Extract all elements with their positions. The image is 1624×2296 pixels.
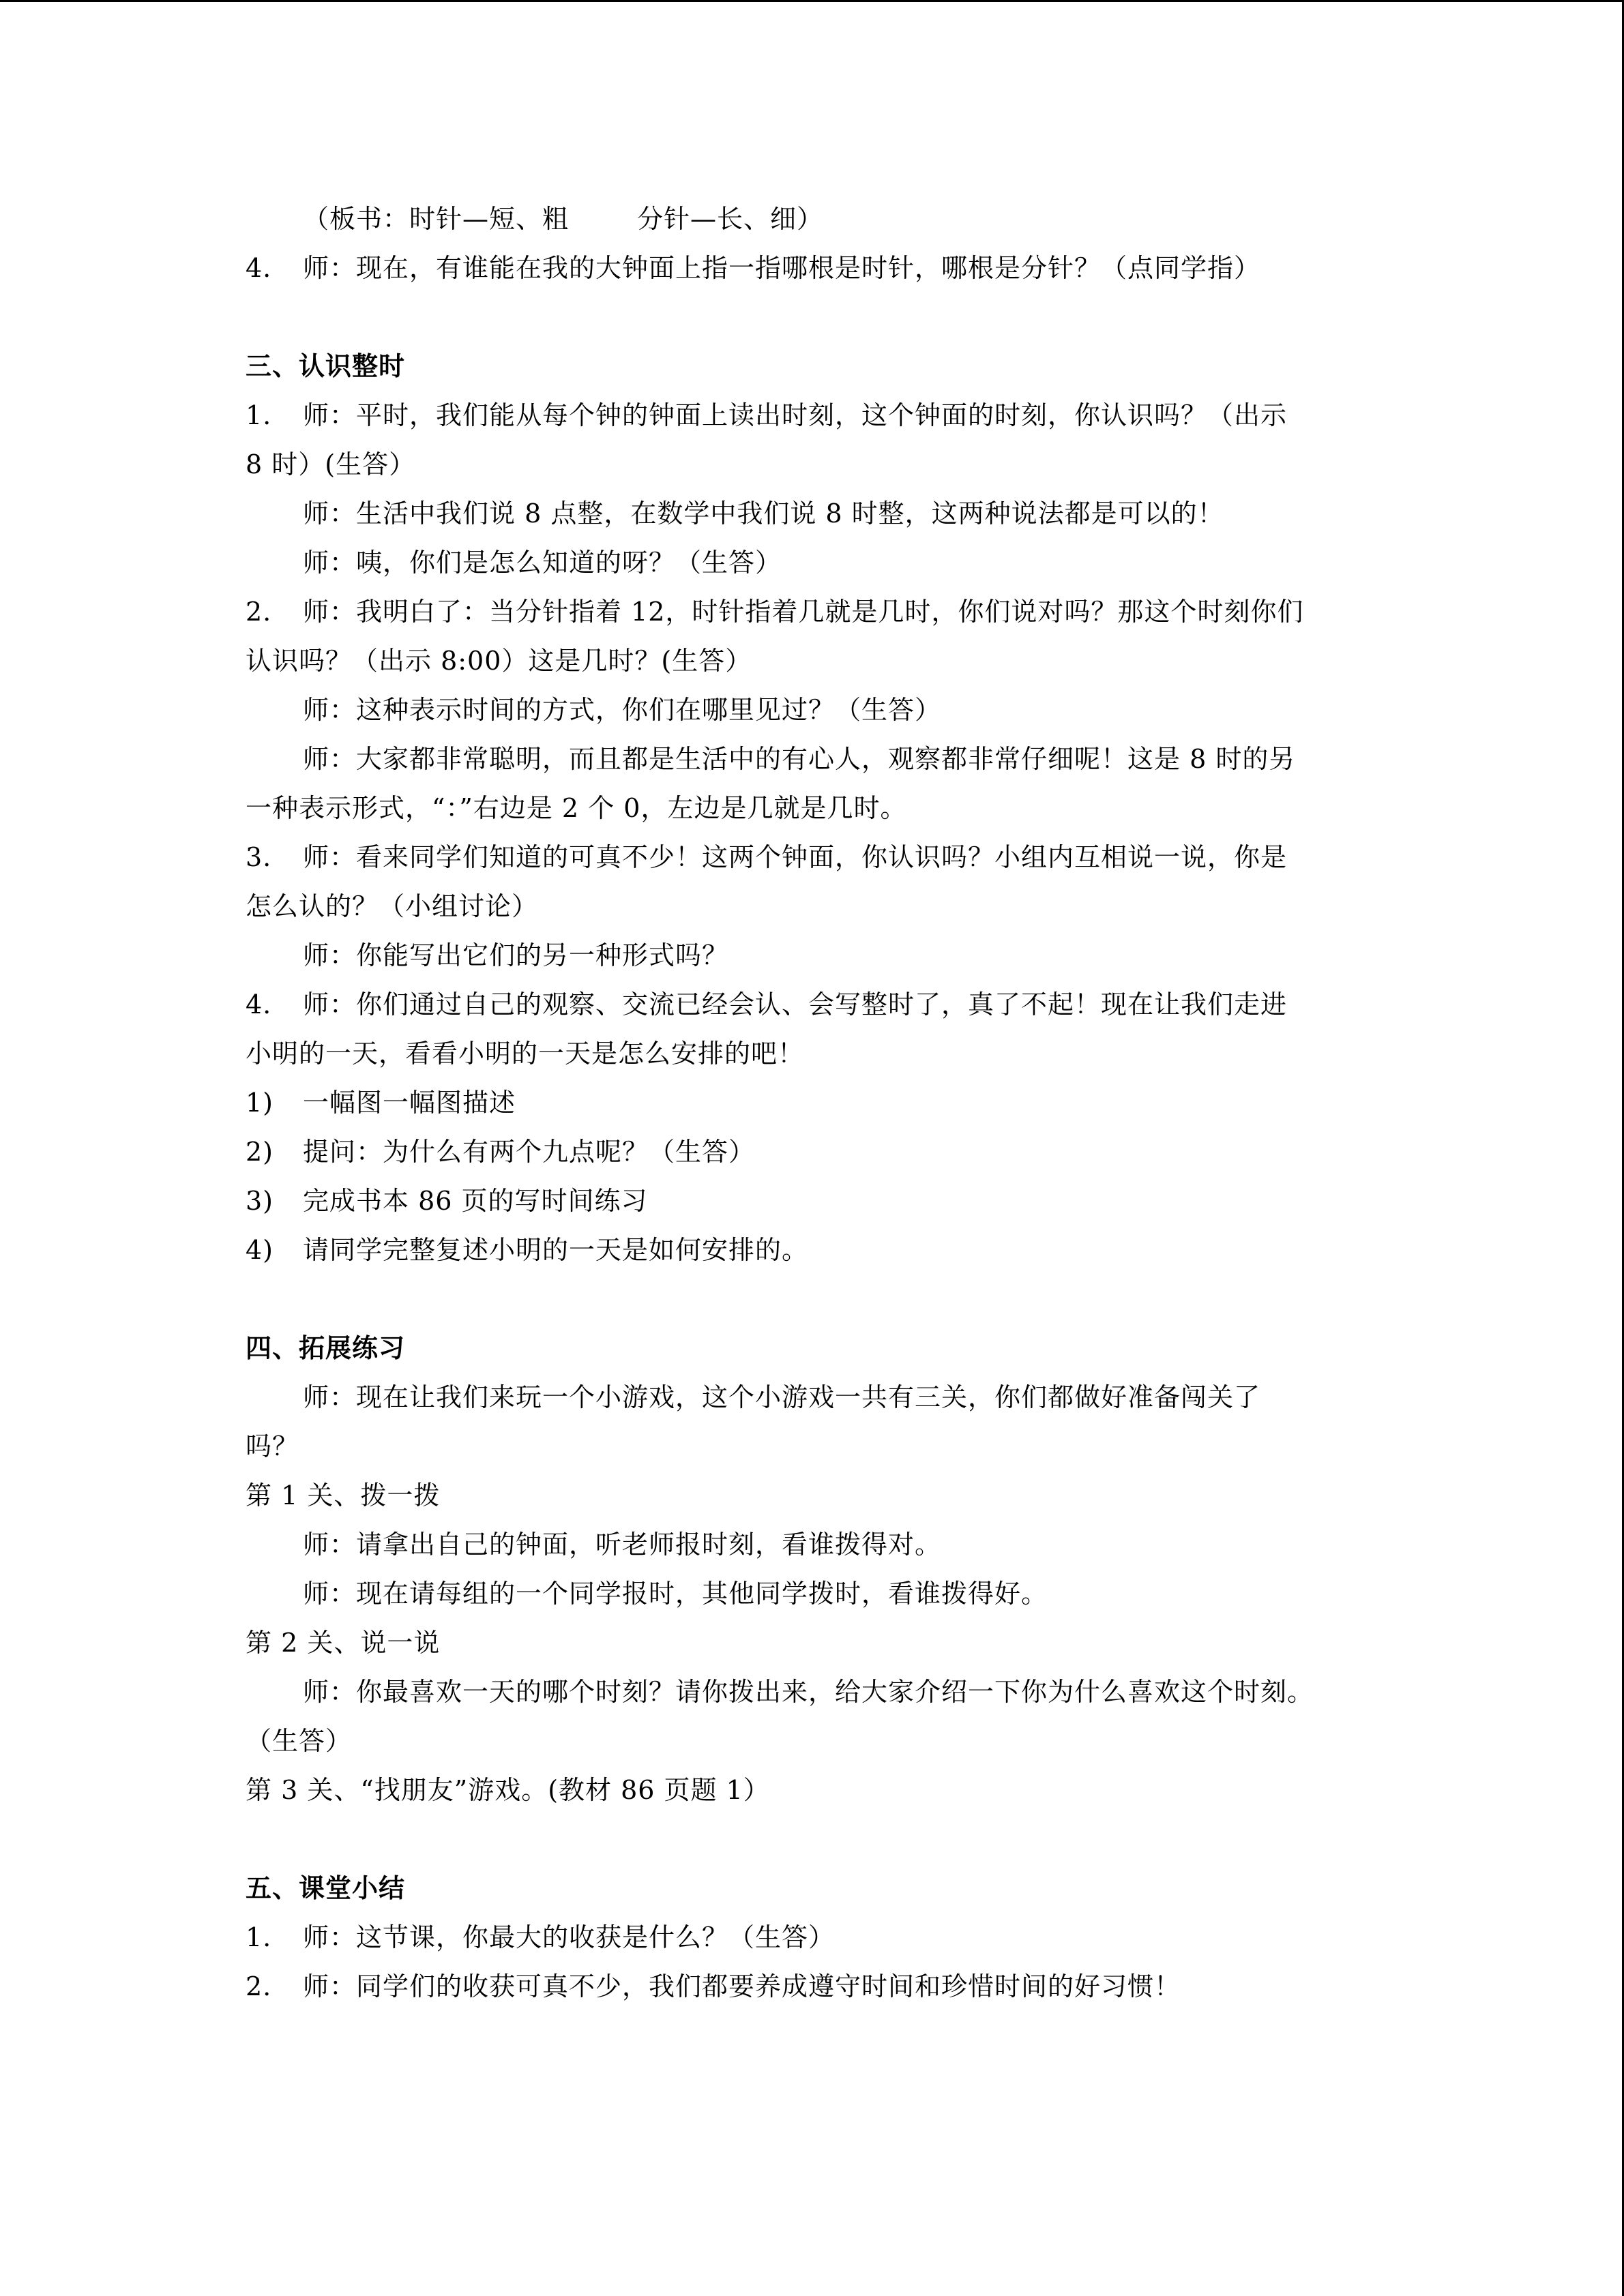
level-title: 第 2 关、说一说 [246,1628,441,1658]
sub-list-item: 3) 完成书本 86 页的写时间练习 [246,1186,648,1216]
numbered-item: 4. 师：你们通过自己的观察、交流已经会认、会写整时了，真了不起！现在让我们走进 [246,989,1288,1019]
paragraph-line: 小明的一天，看看小明的一天是怎么安排的吧！ [246,1039,805,1069]
numbered-item: 1. 师：这节课，你最大的收获是什么？（生答） [246,1922,836,1952]
level-title: 第 3 关、“找朋友”游戏。(教材 86 页题 1） [246,1775,770,1805]
board-note-line: （板书：时针—短、粗 分针—长、细） [303,204,824,234]
paragraph-line: 师：大家都非常聪明，而且都是生活中的有心人，观察都非常仔细呢！这是 8 时的另 [303,744,1296,774]
paragraph-line: 师：现在让我们来玩一个小游戏，这个小游戏一共有三关，你们都做好准备闯关了 [303,1382,1261,1412]
section-heading: 三、认识整时 [246,351,406,381]
page-border-top [0,0,1624,2]
numbered-item: 1. 师：平时，我们能从每个钟的钟面上读出时刻，这个钟面的时刻，你认识吗？（出示 [246,400,1288,430]
paragraph-line: 吗？ [246,1431,299,1461]
paragraph-line: 师：咦，你们是怎么知道的呀？（生答） [303,548,782,578]
numbered-item: 2. 师：同学们的收获可真不少，我们都要养成遵守时间和珍惜时间的好习惯！ [246,1971,1181,2001]
section-heading: 四、拓展练习 [246,1332,406,1363]
paragraph-line: 师：你最喜欢一天的哪个时刻？请你拨出来，给大家介绍一下你为什么喜欢这个时刻。 [303,1677,1314,1707]
numbered-item: 2. 师：我明白了：当分针指着 12，时针指着几就是几时，你们说对吗？那这个时刻你们 [246,597,1304,627]
paragraph-line: 一种表示形式，“：”右边是 2 个 0，左边是几就是几时。 [246,793,907,823]
paragraph-line: 怎么认的？（小组讨论） [246,891,539,921]
paragraph-line: 师：请拿出自己的钟面，听老师报时刻，看谁拨得对。 [303,1530,942,1560]
sub-list-item: 2) 提问：为什么有两个九点呢？（生答） [246,1137,756,1167]
paragraph-line: 认识吗？（出示 8:00）这是几时？(生答） [246,646,752,676]
section-heading: 五、课堂小结 [246,1873,406,1903]
sub-list-item: 1) 一幅图一幅图描述 [246,1088,516,1118]
sub-list-item: 4) 请同学完整复述小明的一天是如何安排的。 [246,1235,809,1265]
document-body [246,194,1391,2011]
numbered-item: 4. 师：现在，有谁能在我的大钟面上指一指哪根是时针，哪根是分针？（点同学指） [246,253,1261,283]
paragraph-line: 师：生活中我们说 8 点整，在数学中我们说 8 时整，这两种说法都是可以的！ [303,498,1224,528]
numbered-item: 3. 师：看来同学们知道的可真不少！这两个钟面，你认识吗？小组内互相说一说，你是 [246,842,1288,872]
paragraph-line: 师：这种表示时间的方式，你们在哪里见过？（生答） [303,695,942,725]
paragraph-line: （生答） [246,1726,353,1756]
level-title: 第 1 关、拨一拨 [246,1480,441,1510]
paragraph-line: 8 时）(生答） [246,449,416,479]
paragraph-line: 师：现在请每组的一个同学报时，其他同学拨时，看谁拨得好。 [303,1579,1048,1609]
paragraph-line: 师：你能写出它们的另一种形式吗？ [303,940,729,970]
